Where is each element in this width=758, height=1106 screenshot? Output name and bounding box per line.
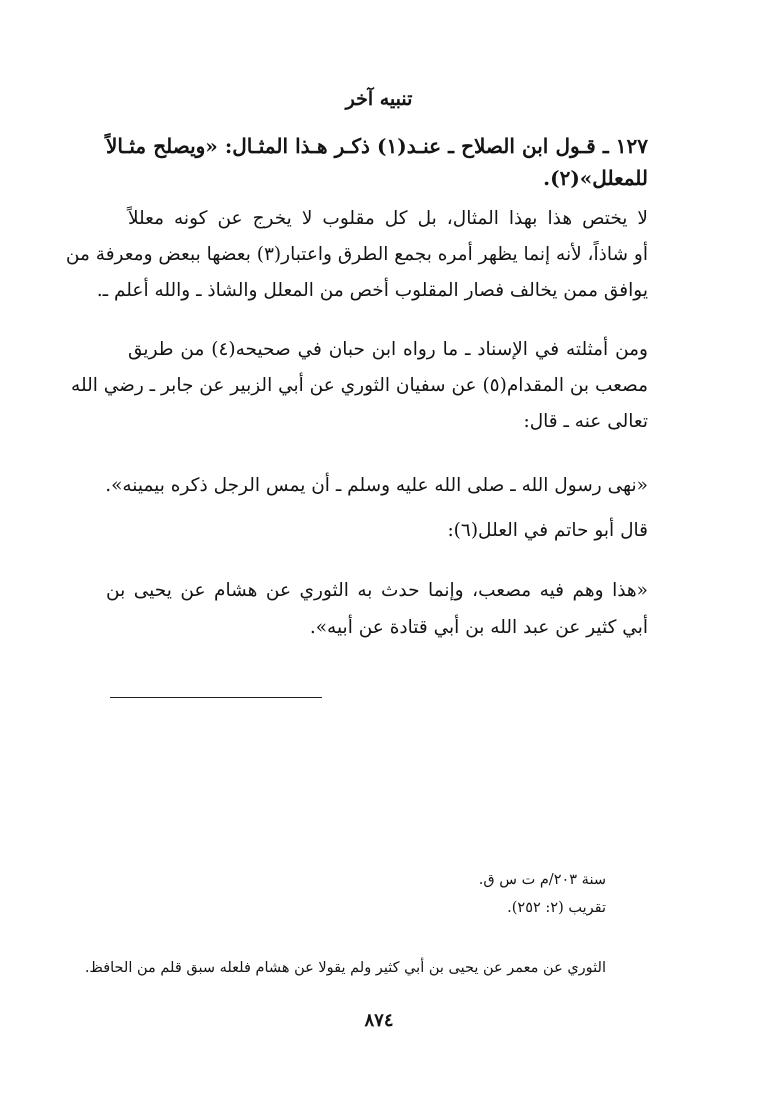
footnote-5-continuation: سنة ٢٠٣/م ت س ق. (478, 872, 606, 888)
abu-hatim-quote-line-1: «هذا وهم فيه مصعب، وإنما حدث به الثوري عن هشام عن يحيى بن (106, 580, 648, 601)
page-number: ٨٧٤ (364, 1010, 394, 1031)
commentary-line-3: يوافق ممن يخالف فصار المقلوب أخص من المعلل والشاذ ـ والله أعلم ـ. (96, 280, 648, 301)
footnote-5-source: تقريب (٢: ٢٥٢). (507, 900, 606, 916)
commentary-line-1: لا يختص هذا بهذا المثال، بل كل مقلوب لا يخرج عن كونه معللاً (128, 208, 648, 229)
paragraph-127-line-2: للمعلل»(٢). (543, 166, 648, 190)
abu-hatim-quote-line-2: أبي كثير عن عبد الله بن أبي قتادة عن أبيه». (309, 617, 648, 638)
hadith-quote: «نهى رسول الله ـ صلى الله عليه وسلم ـ أن يمس الرجل ذكره بيمينه». (105, 475, 648, 496)
section-title: تنبيه آخر (345, 88, 413, 110)
footnote-divider (110, 697, 322, 698)
example-line-3: تعالى عنه ـ قال: (523, 411, 648, 432)
example-line-2: مصعب بن المقدام(٥) عن سفيان الثوري عن أبي الزبير عن جابر ـ رضي الله (71, 375, 648, 396)
footnote-6-continuation: الثوري عن معمر عن يحيى بن أبي كثير ولم يقولا عن هشام فلعله سبق قلم من الحافظ. (84, 960, 606, 976)
commentary-line-2: أو شاذاً، لأنه إنما يظهر أمره بجمع الطرق واعتبار(٣) بعضها ببعض ومعرفة من (65, 244, 648, 265)
example-line-1: ومن أمثلته في الإسناد ـ ما رواه ابن حبان في صحيحه(٤) من طريق (128, 339, 648, 360)
abu-hatim-attribution: قال أبو حاتم في العلل(٦): (447, 520, 648, 541)
paragraph-127-line-1: ١٢٧ ـ قـول ابن الصلاح ـ عنـد(١) ذكـر هـذا المثـال: «ويصلح مثـالاً (106, 134, 648, 158)
